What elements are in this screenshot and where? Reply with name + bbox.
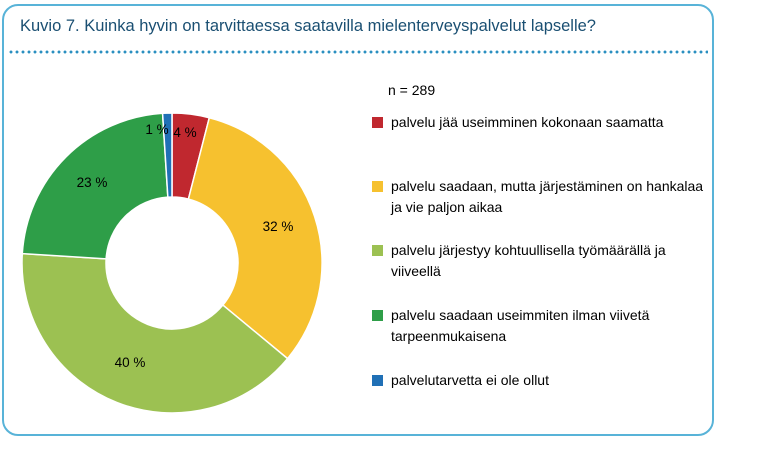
- legend-label: palvelu järjestyy kohtuullisella työmäärällä ja viiveellä: [391, 242, 666, 279]
- legend-label: palvelu saadaan, mutta järjestäminen on hankalaa ja vie paljon aikaa: [391, 178, 704, 215]
- slice-value-label: 4 %: [173, 125, 197, 140]
- legend-item-never-received: [372, 112, 712, 133]
- legend-label: palvelutarvetta ei ole ollut: [391, 372, 549, 388]
- legend-item-no-need: [372, 370, 712, 391]
- slice-value-label: 40 %: [114, 355, 146, 370]
- chart-title: Kuvio 7. Kuinka hyvin on tarvittaessa saatavilla mielenterveyspalvelut lapselle?: [20, 17, 596, 35]
- legend-swatch: [372, 181, 383, 192]
- legend-label: palvelu jää useimminen kokonaan saamatta: [391, 114, 664, 130]
- legend-item-no-delay: [372, 305, 712, 347]
- legend-swatch: [372, 375, 383, 386]
- legend-item-difficult: [372, 176, 712, 218]
- legend-item-moderate: [372, 240, 712, 282]
- slice-value-label: 32 %: [262, 219, 294, 234]
- legend-label: palvelu saadaan useimmiten ilman viivetä tarpeenmukaisena: [391, 307, 650, 344]
- sample-size-label: n = 289: [388, 82, 436, 98]
- slice-value-label: 23 %: [76, 175, 108, 190]
- legend-swatch: [372, 245, 383, 256]
- legend-swatch: [372, 117, 383, 128]
- slice-value-label: 1 %: [145, 122, 169, 137]
- legend-swatch: [372, 310, 383, 321]
